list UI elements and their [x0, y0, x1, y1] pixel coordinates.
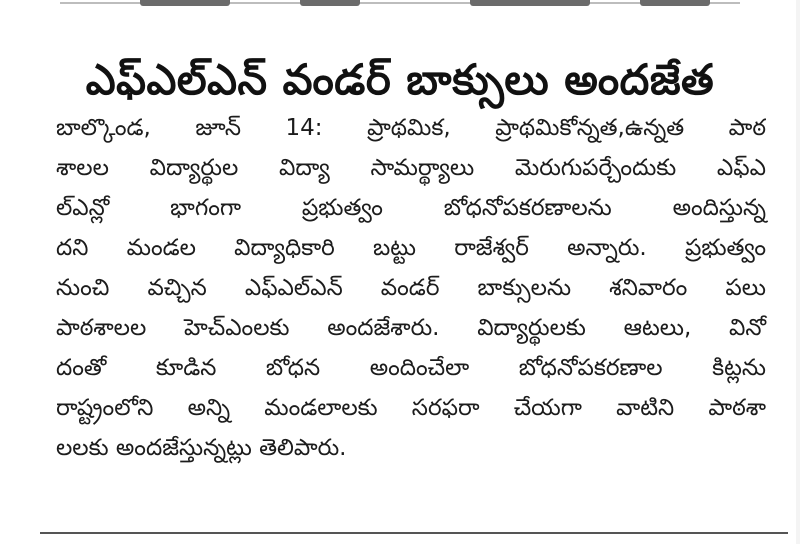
body-line: నుంచి వచ్చిన ఎఫ్ఎల్ఎన్ వండర్ బాక్సులను శనివారం పలు	[56, 275, 766, 301]
cropped-previous-text	[0, 0, 800, 12]
body-line: రాష్ట్రంలోని అన్ని మండలాలకు సరఫరా చేయగా వాటిని పాఠశా	[56, 395, 766, 421]
body-line: లలకు అందజేస్తున్నట్లు తెలిపారు.	[56, 435, 347, 461]
body-line: శాలల విద్యార్థుల విద్యా సామర్థ్యాలు మెరుగుపర్చేందుకు ఎఫ్ఎ	[56, 155, 766, 181]
article-body	[56, 108, 766, 468]
column-divider	[40, 532, 788, 534]
body-line: బాల్కొండ, జూన్ 14: ప్రాథమిక, ప్రాథమికోన్నత,ఉన్నత పాఠ	[56, 115, 766, 141]
body-line: ల్ఎన్లో భాగంగా ప్రభుత్వం బోధనోపకరణాలను అందిస్తున్న	[56, 195, 766, 221]
body-line: దంతో కూడిన బోధన అందించేలా బోధనోపకరణాల కిట్లను	[56, 355, 766, 381]
body-line: పాఠశాలల హెచ్ఎంలకు అందజేశారు. విద్యార్థులకు ఆటలు, వినో	[56, 315, 766, 341]
headline: ఎఫ్ఎల్ఎన్ వండర్ బాక్సులు అందజేత	[85, 55, 715, 105]
body-line: దని మండల విద్యాధికారి బట్టు రాజేశ్వర్ అన్నారు. ప్రభుత్వం	[56, 235, 766, 261]
page-edge	[796, 0, 800, 544]
